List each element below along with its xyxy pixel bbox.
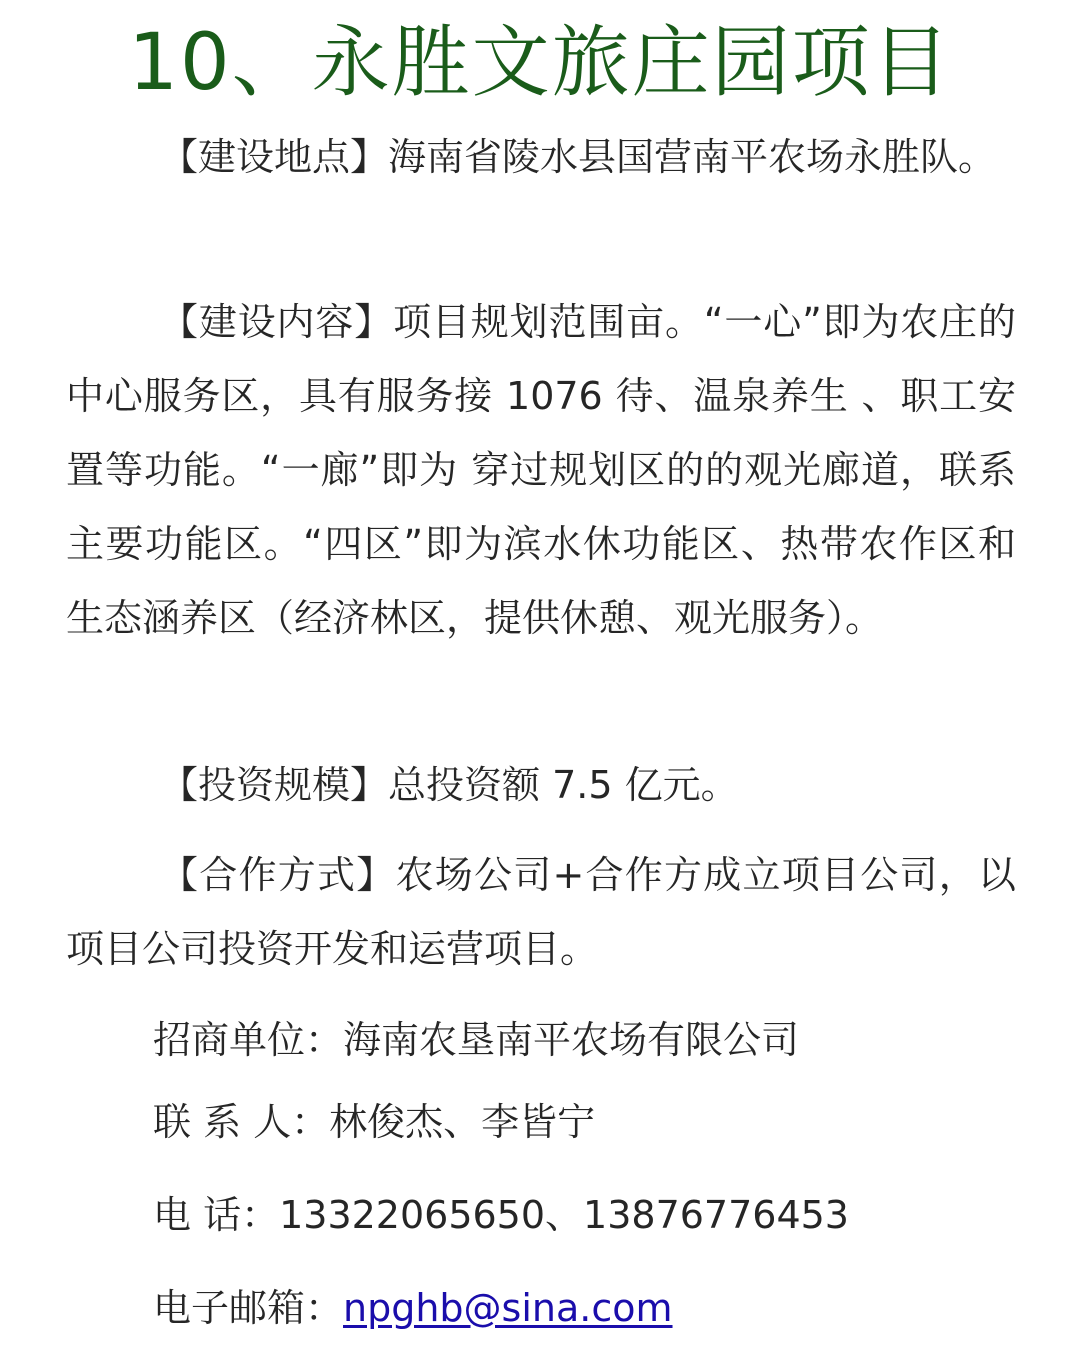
- contact-unit-value: 海南农垦南平农场有限公司: [343, 1018, 800, 1062]
- contact-phone-label: 电 话：: [153, 1193, 280, 1237]
- contact-person-label: 联 系 人：: [153, 1100, 330, 1144]
- contact-unit-label: 招商单位：: [153, 1018, 344, 1062]
- contact-email-label: 电子邮箱：: [153, 1286, 344, 1330]
- content-paragraph: 【建设内容】项目规划范围亩。“一心”即为农庄的中心服务区，具有服务接 1076 待、温泉养生 、职工安置等功能。“一廊”即为 穿过规划区的的观光廊道，联系主要功能区。“四区”即为滨水休功能区、热带农作区和生态涵养区（经济林区，提供休憩、观光服务）。: [66, 300, 1016, 640]
- contact-email-row: [153, 1283, 673, 1333]
- contact-unit-row: [153, 1015, 799, 1065]
- location-paragraph: 【建设地点】海南省陵水县国营南平农场永胜队。: [160, 135, 997, 179]
- page-title: 10、永胜文旅庄园项目: [128, 18, 952, 108]
- investment-paragraph: 【投资规模】总投资额 7.5 亿元。: [160, 763, 739, 807]
- contact-phone-value: 13322065650、13876776453: [279, 1193, 849, 1237]
- contact-person-row: [153, 1097, 595, 1147]
- cooperation-paragraph: 【合作方式】农场公司+合作方成立项目公司，以项目公司投资开发和运营项目。: [66, 853, 1016, 971]
- contact-email-link[interactable]: npghb@sina.com: [343, 1286, 673, 1330]
- contact-person-value: 林俊杰、李皆宁: [329, 1100, 596, 1144]
- contact-phone-row: [153, 1190, 849, 1240]
